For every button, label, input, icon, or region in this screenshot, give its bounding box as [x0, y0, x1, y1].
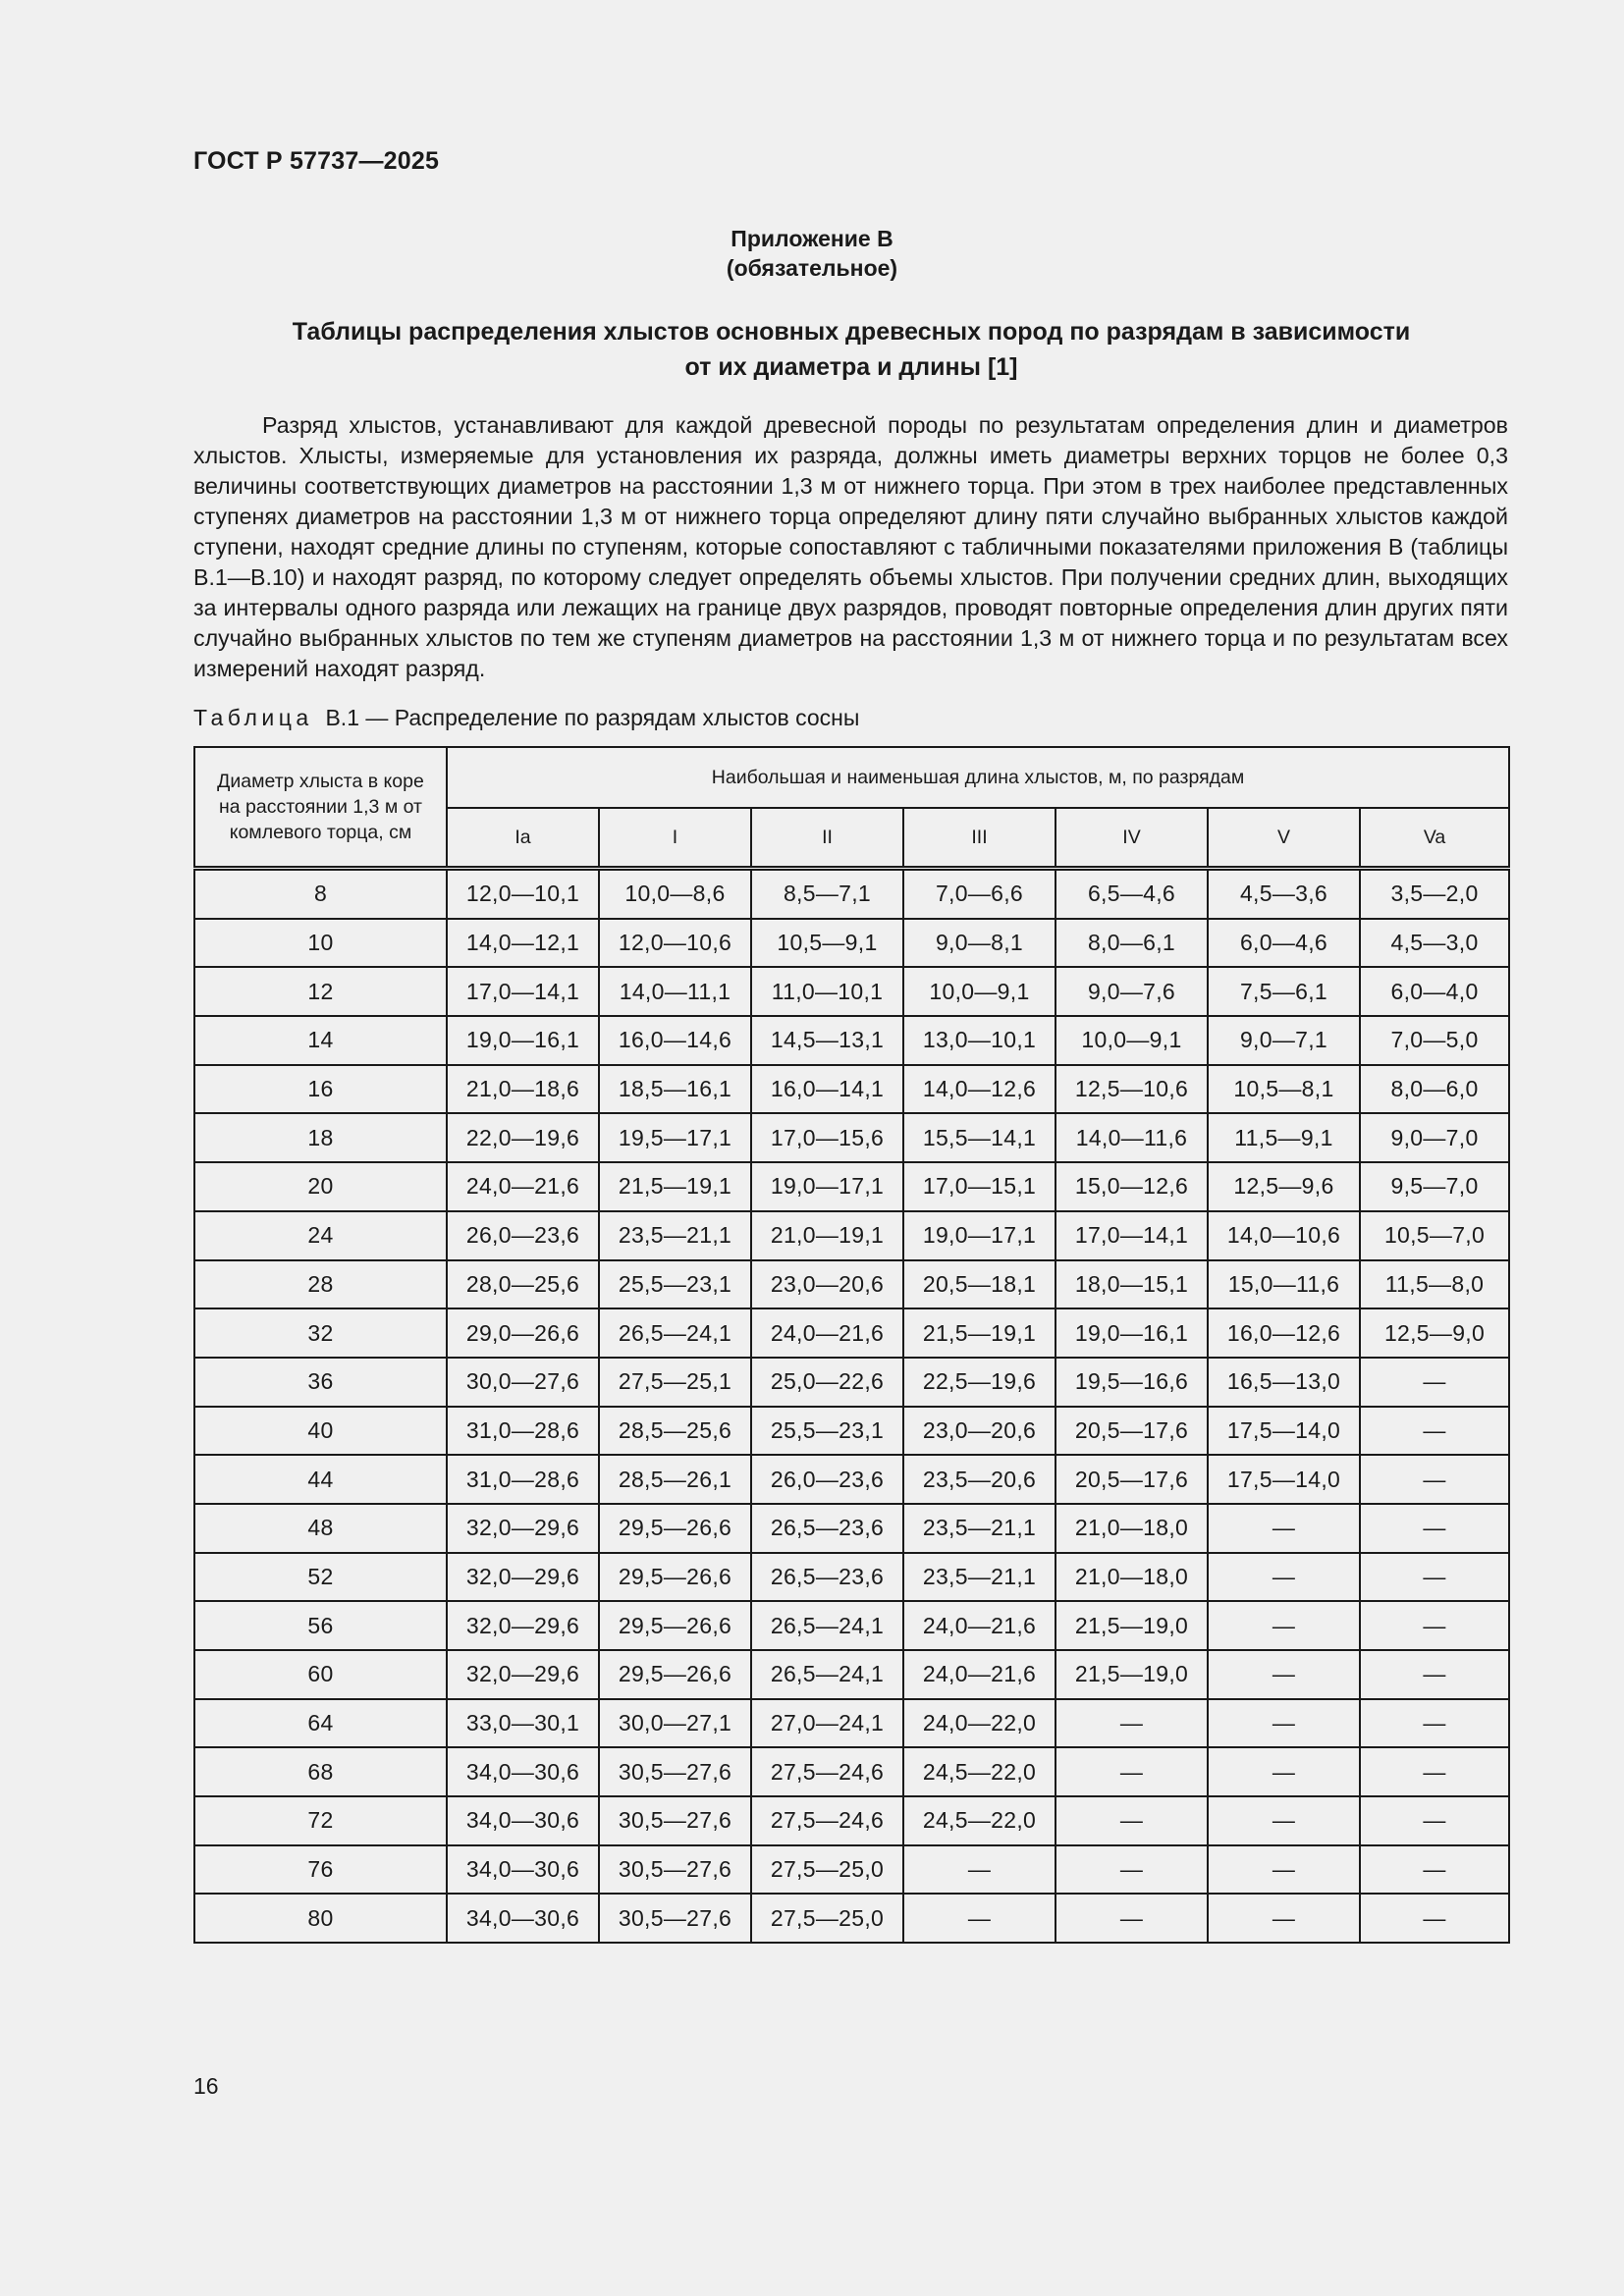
- length-range-cell: 18,5—16,1: [599, 1065, 751, 1114]
- length-range-cell: 34,0—30,6: [447, 1845, 599, 1895]
- length-range-cell: —: [1360, 1796, 1509, 1845]
- length-range-cell: 9,5—7,0: [1360, 1162, 1509, 1211]
- length-range-cell: 19,5—17,1: [599, 1113, 751, 1162]
- length-range-cell: 15,0—11,6: [1208, 1260, 1360, 1309]
- page-number: 16: [193, 2073, 219, 2099]
- length-range-cell: 19,0—16,1: [447, 1016, 599, 1065]
- length-range-cell: 32,0—29,6: [447, 1650, 599, 1699]
- length-range-cell: —: [1360, 1747, 1509, 1796]
- length-range-cell: 24,0—21,6: [903, 1601, 1056, 1650]
- length-range-cell: 8,0—6,0: [1360, 1065, 1509, 1114]
- length-range-cell: 27,5—25,1: [599, 1358, 751, 1407]
- document-code: ГОСТ Р 57737—2025: [193, 147, 440, 175]
- length-range-cell: 24,5—22,0: [903, 1796, 1056, 1845]
- length-range-cell: 24,0—21,6: [447, 1162, 599, 1211]
- length-range-cell: 7,5—6,1: [1208, 967, 1360, 1016]
- length-range-cell: 14,0—12,1: [447, 919, 599, 968]
- length-range-cell: 8,5—7,1: [751, 869, 903, 919]
- diameter-cell: 80: [194, 1894, 447, 1943]
- length-range-cell: —: [1360, 1553, 1509, 1602]
- diameter-cell: 72: [194, 1796, 447, 1845]
- length-range-cell: 21,0—18,0: [1056, 1504, 1208, 1553]
- length-range-cell: 7,0—5,0: [1360, 1016, 1509, 1065]
- length-range-cell: —: [903, 1845, 1056, 1895]
- length-range-cell: 14,0—12,6: [903, 1065, 1056, 1114]
- diameter-cell: 28: [194, 1260, 447, 1309]
- table-caption: [193, 705, 859, 731]
- length-range-cell: 29,5—26,6: [599, 1553, 751, 1602]
- length-range-cell: —: [1208, 1650, 1360, 1699]
- section-title-line-1: Таблицы распределения хлыстов основных древесных пород по разрядам в зависимости: [292, 318, 1411, 346]
- length-range-cell: —: [1360, 1504, 1509, 1553]
- table-header: [194, 747, 1509, 869]
- length-range-cell: 6,0—4,6: [1208, 919, 1360, 968]
- rank-header: V: [1208, 808, 1360, 869]
- length-range-cell: 27,5—25,0: [751, 1894, 903, 1943]
- length-range-cell: 31,0—28,6: [447, 1455, 599, 1504]
- length-range-cell: —: [1208, 1747, 1360, 1796]
- length-range-cell: 32,0—29,6: [447, 1504, 599, 1553]
- length-range-cell: 23,0—20,6: [751, 1260, 903, 1309]
- diameter-cell: 14: [194, 1016, 447, 1065]
- table-row: [194, 1601, 1509, 1650]
- length-range-cell: 23,5—21,1: [903, 1553, 1056, 1602]
- section-title: [196, 314, 1506, 385]
- diameter-cell: 44: [194, 1455, 447, 1504]
- length-range-cell: 29,5—26,6: [599, 1504, 751, 1553]
- length-range-cell: 23,0—20,6: [903, 1407, 1056, 1456]
- length-range-cell: —: [1056, 1796, 1208, 1845]
- length-range-cell: —: [1056, 1894, 1208, 1943]
- length-range-cell: 30,0—27,6: [447, 1358, 599, 1407]
- length-range-cell: 10,0—8,6: [599, 869, 751, 919]
- length-range-cell: 23,5—21,1: [903, 1504, 1056, 1553]
- length-range-cell: 17,0—14,1: [447, 967, 599, 1016]
- length-range-cell: 30,5—27,6: [599, 1845, 751, 1895]
- length-range-cell: 9,0—7,1: [1208, 1016, 1360, 1065]
- table-row: [194, 1553, 1509, 1602]
- diameter-cell: 40: [194, 1407, 447, 1456]
- length-range-cell: 15,0—12,6: [1056, 1162, 1208, 1211]
- length-range-cell: —: [1208, 1845, 1360, 1895]
- length-range-cell: 15,5—14,1: [903, 1113, 1056, 1162]
- table-row: [194, 1407, 1509, 1456]
- diameter-cell: 64: [194, 1699, 447, 1748]
- length-range-cell: 11,5—9,1: [1208, 1113, 1360, 1162]
- length-range-cell: 16,0—14,1: [751, 1065, 903, 1114]
- rank-header: Ia: [447, 808, 599, 869]
- length-range-cell: —: [1360, 1845, 1509, 1895]
- length-range-cell: 19,5—16,6: [1056, 1358, 1208, 1407]
- diameter-cell: 68: [194, 1747, 447, 1796]
- length-range-cell: 28,5—25,6: [599, 1407, 751, 1456]
- length-range-cell: 32,0—29,6: [447, 1601, 599, 1650]
- table-row: [194, 1065, 1509, 1114]
- table-row: [194, 1211, 1509, 1260]
- length-range-cell: 21,5—19,0: [1056, 1601, 1208, 1650]
- length-range-cell: 6,5—4,6: [1056, 869, 1208, 919]
- table-row: [194, 869, 1509, 919]
- length-range-cell: —: [1208, 1601, 1360, 1650]
- length-range-cell: —: [1360, 1358, 1509, 1407]
- length-range-cell: —: [1360, 1601, 1509, 1650]
- length-range-cell: —: [1360, 1699, 1509, 1748]
- table-row: [194, 1650, 1509, 1699]
- length-range-cell: —: [1360, 1650, 1509, 1699]
- length-range-cell: 27,5—25,0: [751, 1845, 903, 1895]
- length-range-cell: 25,5—23,1: [599, 1260, 751, 1309]
- table-row: [194, 1504, 1509, 1553]
- length-range-cell: 12,5—9,0: [1360, 1308, 1509, 1358]
- table-row: [194, 1308, 1509, 1358]
- length-range-cell: 29,5—26,6: [599, 1601, 751, 1650]
- length-range-cell: 14,5—13,1: [751, 1016, 903, 1065]
- rank-header: II: [751, 808, 903, 869]
- table-row: [194, 919, 1509, 968]
- table-caption-text: В.1 — Распределение по разрядам хлыстов сосны: [325, 705, 860, 730]
- table-row: [194, 1358, 1509, 1407]
- length-range-cell: 34,0—30,6: [447, 1894, 599, 1943]
- length-range-cell: 31,0—28,6: [447, 1407, 599, 1456]
- diameter-cell: 52: [194, 1553, 447, 1602]
- diameter-cell: 32: [194, 1308, 447, 1358]
- length-range-cell: 18,0—15,1: [1056, 1260, 1208, 1309]
- length-range-cell: —: [1208, 1894, 1360, 1943]
- length-range-cell: 17,5—14,0: [1208, 1455, 1360, 1504]
- table-row: [194, 1162, 1509, 1211]
- length-range-cell: —: [1360, 1407, 1509, 1456]
- length-range-cell: —: [1208, 1796, 1360, 1845]
- diameter-cell: 36: [194, 1358, 447, 1407]
- length-range-cell: —: [1056, 1747, 1208, 1796]
- length-range-cell: 30,5—27,6: [599, 1796, 751, 1845]
- length-range-cell: 20,5—17,6: [1056, 1455, 1208, 1504]
- length-range-cell: 17,0—15,1: [903, 1162, 1056, 1211]
- length-range-cell: —: [1056, 1845, 1208, 1895]
- length-range-cell: 19,0—16,1: [1056, 1308, 1208, 1358]
- length-range-cell: 32,0—29,6: [447, 1553, 599, 1602]
- length-range-cell: 22,5—19,6: [903, 1358, 1056, 1407]
- length-range-cell: 7,0—6,6: [903, 869, 1056, 919]
- length-range-cell: —: [1360, 1455, 1509, 1504]
- length-range-cell: 25,0—22,6: [751, 1358, 903, 1407]
- table-body: [194, 869, 1509, 1944]
- length-range-cell: 16,5—13,0: [1208, 1358, 1360, 1407]
- diameter-cell: 56: [194, 1601, 447, 1650]
- length-range-cell: 34,0—30,6: [447, 1747, 599, 1796]
- length-range-cell: 12,0—10,1: [447, 869, 599, 919]
- length-range-cell: 20,5—17,6: [1056, 1407, 1208, 1456]
- length-group-header: Наибольшая и наименьшая длина хлыстов, м, по разрядам: [447, 747, 1509, 808]
- length-range-cell: 23,5—20,6: [903, 1455, 1056, 1504]
- diameter-cell: 12: [194, 967, 447, 1016]
- length-range-cell: 11,5—8,0: [1360, 1260, 1509, 1309]
- length-range-cell: 23,5—21,1: [599, 1211, 751, 1260]
- length-range-cell: 26,5—24,1: [751, 1650, 903, 1699]
- length-range-cell: 26,5—24,1: [599, 1308, 751, 1358]
- length-range-cell: 21,5—19,1: [599, 1162, 751, 1211]
- annex-status: (обязательное): [726, 255, 898, 281]
- length-range-cell: 26,5—23,6: [751, 1553, 903, 1602]
- length-range-cell: 21,0—18,0: [1056, 1553, 1208, 1602]
- rank-header: IV: [1056, 808, 1208, 869]
- diameter-cell: 20: [194, 1162, 447, 1211]
- length-range-cell: 9,0—7,6: [1056, 967, 1208, 1016]
- length-range-cell: 9,0—8,1: [903, 919, 1056, 968]
- table-row: [194, 1455, 1509, 1504]
- length-range-cell: 27,5—24,6: [751, 1796, 903, 1845]
- length-range-cell: —: [1056, 1699, 1208, 1748]
- length-range-cell: 21,0—18,6: [447, 1065, 599, 1114]
- rank-header: III: [903, 808, 1056, 869]
- length-range-cell: —: [1208, 1699, 1360, 1748]
- length-range-cell: 26,0—23,6: [447, 1211, 599, 1260]
- length-range-cell: 10,5—7,0: [1360, 1211, 1509, 1260]
- length-range-cell: 17,5—14,0: [1208, 1407, 1360, 1456]
- length-range-cell: 21,0—19,1: [751, 1211, 903, 1260]
- length-range-cell: 12,5—10,6: [1056, 1065, 1208, 1114]
- length-range-cell: —: [903, 1894, 1056, 1943]
- length-range-cell: 16,0—14,6: [599, 1016, 751, 1065]
- length-range-cell: 14,0—11,6: [1056, 1113, 1208, 1162]
- length-range-cell: 22,0—19,6: [447, 1113, 599, 1162]
- diameter-cell: 76: [194, 1845, 447, 1895]
- length-range-cell: 20,5—18,1: [903, 1260, 1056, 1309]
- length-range-cell: 3,5—2,0: [1360, 869, 1509, 919]
- length-range-cell: 30,5—27,6: [599, 1747, 751, 1796]
- length-range-cell: 14,0—11,1: [599, 967, 751, 1016]
- table-row: [194, 1016, 1509, 1065]
- length-range-cell: 4,5—3,0: [1360, 919, 1509, 968]
- length-range-cell: 10,5—8,1: [1208, 1065, 1360, 1114]
- length-range-cell: 25,5—23,1: [751, 1407, 903, 1456]
- length-range-cell: 10,5—9,1: [751, 919, 903, 968]
- length-range-cell: 12,0—10,6: [599, 919, 751, 968]
- annex-heading: [0, 224, 1624, 283]
- length-range-cell: —: [1360, 1894, 1509, 1943]
- diameter-cell: 16: [194, 1065, 447, 1114]
- diameter-cell: 24: [194, 1211, 447, 1260]
- length-range-cell: 26,5—24,1: [751, 1601, 903, 1650]
- table-row: [194, 1796, 1509, 1845]
- table-row: [194, 967, 1509, 1016]
- rank-header: Va: [1360, 808, 1509, 869]
- intro-paragraph: Разряд хлыстов, устанавливают для каждой древесной породы по результатам определения длин и диаметров хлыстов. Хлысты, измеряемые для установления их разряда, должны иметь диаметры верхних торцов не более 0,3 величины соответствующих диаметров на расстоянии 1,3 м от нижнего торца. При этом в трех наиболее представленных ступенях диаметров на расстоянии 1,3 м от нижнего торца определяют длину пяти случайно выбранных хлыстов каждой ступени, находят средние длины по ступеням, которые сопоставляют с табличными показателями приложения В (таблицы В.1—В.10) и находят разряд, по которому следует определять объемы хлыстов. При получении средних длин, выходящих за интервалы одного разряда или лежащих на границе двух разрядов, проводят повторные определения длин других пяти случайно выбранных хлыстов по тем же ступеням диаметров на расстоянии 1,3 м от нижнего торца и по результатам всех измерений находят разряд.: [193, 412, 1508, 681]
- length-range-cell: 30,0—27,1: [599, 1699, 751, 1748]
- length-range-cell: —: [1208, 1504, 1360, 1553]
- length-range-cell: 14,0—10,6: [1208, 1211, 1360, 1260]
- length-range-cell: 10,0—9,1: [903, 967, 1056, 1016]
- length-range-cell: 13,0—10,1: [903, 1016, 1056, 1065]
- diameter-cell: 10: [194, 919, 447, 968]
- length-range-cell: 26,0—23,6: [751, 1455, 903, 1504]
- distribution-table: [193, 746, 1510, 1944]
- length-range-cell: 4,5—3,6: [1208, 869, 1360, 919]
- length-range-cell: 29,5—26,6: [599, 1650, 751, 1699]
- table-row: [194, 1699, 1509, 1748]
- length-range-cell: 28,5—26,1: [599, 1455, 751, 1504]
- length-range-cell: 30,5—27,6: [599, 1894, 751, 1943]
- length-range-cell: 33,0—30,1: [447, 1699, 599, 1748]
- length-range-cell: —: [1208, 1553, 1360, 1602]
- length-range-cell: 24,0—21,6: [751, 1308, 903, 1358]
- length-range-cell: 8,0—6,1: [1056, 919, 1208, 968]
- length-range-cell: 21,5—19,1: [903, 1308, 1056, 1358]
- table-caption-word: Таблица: [193, 705, 313, 730]
- diameter-cell: 60: [194, 1650, 447, 1699]
- length-range-cell: 17,0—15,6: [751, 1113, 903, 1162]
- length-range-cell: 10,0—9,1: [1056, 1016, 1208, 1065]
- length-range-cell: 16,0—12,6: [1208, 1308, 1360, 1358]
- length-range-cell: 29,0—26,6: [447, 1308, 599, 1358]
- length-range-cell: 19,0—17,1: [903, 1211, 1056, 1260]
- length-range-cell: 28,0—25,6: [447, 1260, 599, 1309]
- length-range-cell: 21,5—19,0: [1056, 1650, 1208, 1699]
- table-row: [194, 1894, 1509, 1943]
- length-range-cell: 12,5—9,6: [1208, 1162, 1360, 1211]
- length-range-cell: 24,0—21,6: [903, 1650, 1056, 1699]
- length-range-cell: 27,5—24,6: [751, 1747, 903, 1796]
- section-title-line-2: от их диаметра и длины [1]: [684, 353, 1018, 381]
- diameter-cell: 18: [194, 1113, 447, 1162]
- length-range-cell: 11,0—10,1: [751, 967, 903, 1016]
- diameter-column-header: Диаметр хлыста в коре на расстоянии 1,3 м от комлевого торца, см: [194, 747, 447, 869]
- length-range-cell: 24,5—22,0: [903, 1747, 1056, 1796]
- length-range-cell: 6,0—4,0: [1360, 967, 1509, 1016]
- table-row: [194, 1845, 1509, 1895]
- length-range-cell: 27,0—24,1: [751, 1699, 903, 1748]
- table-row: [194, 1747, 1509, 1796]
- length-range-cell: 26,5—23,6: [751, 1504, 903, 1553]
- annex-title: Приложение В: [731, 226, 893, 251]
- length-range-cell: 9,0—7,0: [1360, 1113, 1509, 1162]
- length-range-cell: 19,0—17,1: [751, 1162, 903, 1211]
- length-range-cell: 17,0—14,1: [1056, 1211, 1208, 1260]
- rank-header: I: [599, 808, 751, 869]
- length-range-cell: 24,0—22,0: [903, 1699, 1056, 1748]
- diameter-cell: 48: [194, 1504, 447, 1553]
- diameter-cell: 8: [194, 869, 447, 919]
- table-row: [194, 1113, 1509, 1162]
- table-row: [194, 1260, 1509, 1309]
- length-range-cell: 34,0—30,6: [447, 1796, 599, 1845]
